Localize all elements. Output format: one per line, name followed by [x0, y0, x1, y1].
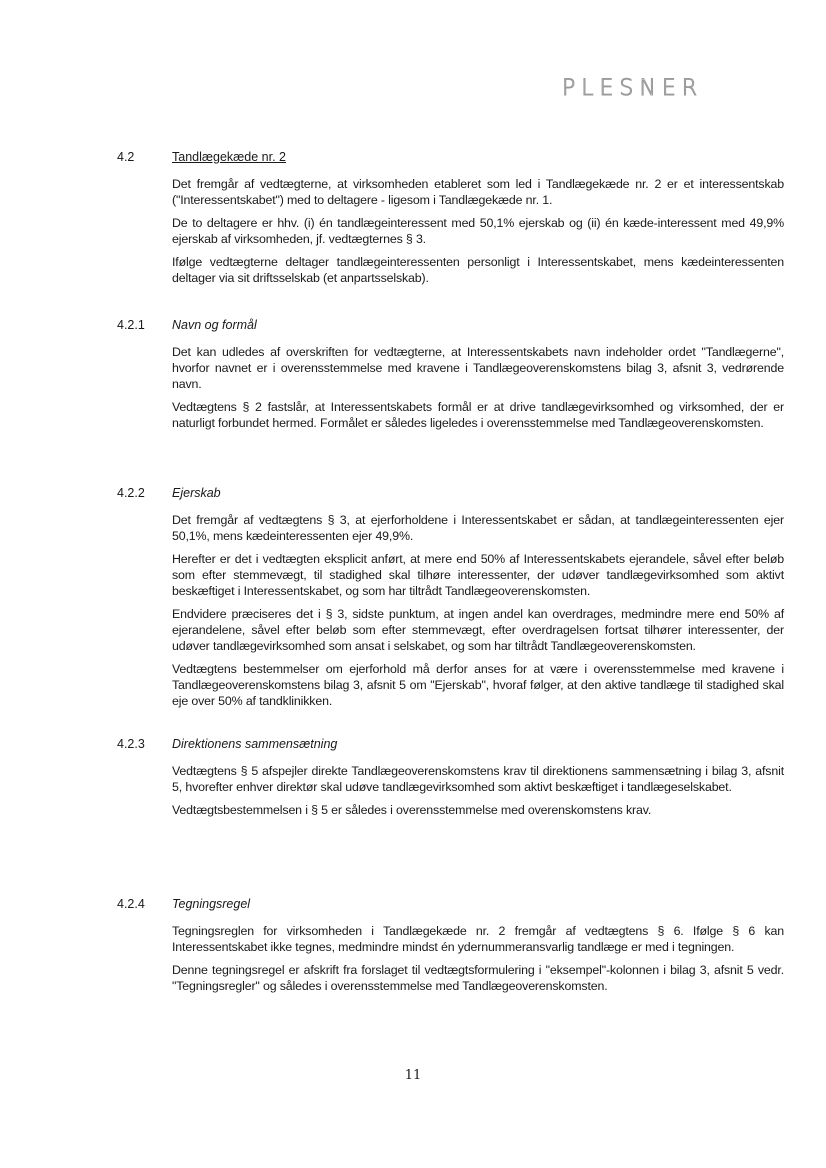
paragraph: Vedtægtsbestemmelsen i § 5 er således i overensstemmelse med overenskomstens krav.: [172, 803, 652, 817]
paragraph: Denne tegningsregel er afskrift fra forslaget til vedtægtsformulering i "eksempel"-kolonnen i bilag 3, afsnit 5 vedr. "Tegningsregler" og således i overensstemmelse med Tandlægeoverenskomsten.: [172, 963, 784, 993]
paragraph: Tegningsreglen for virksomheden i Tandlægekæde nr. 2 fremgår af vedtægtens § 6. Ifølge § 6 kan Interessentskabet ikke tegnes, medmindre mindst én ydernummeransvarlig tandlæge er med i tegningen.: [172, 924, 784, 954]
paragraph: Det kan udledes af overskriften for vedtægterne, at Interessentskabets navn indeholder ordet "Tandlægerne", hvorfor navnet er i overensstemmelse med kravene i Tandlægeoverenskomstens bilag 3, afsnit 3, vedrørende navn.: [172, 345, 784, 391]
section-number: 4.2.4: [117, 897, 145, 911]
paragraph: Vedtægtens § 2 fastslår, at Interessentskabets formål er at drive tandlægevirksomhed og virksomhed, der er naturligt forbundet hermed. Formålet er således ligeledes i overensstemmelse med Tandlægeoverenskomsten.: [172, 400, 784, 430]
paragraph: De to deltagere er hhv. (i) én tandlægeinteressent med 50,1% ejerskab og (ii) én kæde-interessent med 49,9% ejerskab af virksomheden, jf. vedtægternes § 3.: [172, 216, 784, 246]
section-number: 4.2.2: [117, 486, 145, 500]
section-heading: Tegningsregel: [172, 897, 251, 911]
section-number: 4.2: [117, 150, 135, 164]
paragraph: Vedtægtens § 5 afspejler direkte Tandlægeoverenskomstens krav til direktionens sammensætning i bilag 3, afsnit 5, hvorefter enhver direktør skal udøve tandlægevirksomhed som aktivt beskæftiget i tandlægeselskabet.: [172, 764, 784, 794]
paragraph: Det fremgår af vedtægterne, at virksomheden etableret som led i Tandlægekæde nr. 2 er et interessentskab ("Interessentskabet") med to deltagere - ligesom i Tandlægekæde nr. 1.: [172, 177, 784, 207]
paragraph: Endvidere præciseres det i § 3, sidste punktum, at ingen andel kan overdrages, medmindre mere end 50% af ejerandelene, såvel efter beløb som efter stemmevægt, efter overdragelsen fortsat tilhører interessenter, der udøver tandlægevirksomhed som ansat i selskabet, og som har tiltrådt Tandlægeoverenskomsten.: [172, 607, 784, 653]
paragraph: Herefter er det i vedtægten eksplicit anført, at mere end 50% af Interessentskabets ejerandele, såvel efter beløb som efter stemmevægt, til stadighed skal tilhøre interessenter, der udøver tandlægevirksomhed som aktivt beskæftiget i Interessentskabet, og som har tiltrådt Tandlægeoverenskomsten.: [172, 552, 784, 598]
paragraph: Det fremgår af vedtægtens § 3, at ejerforholdene i Interessentskabet er sådan, at tandlægeinteressenten ejer 50,1%, mens kædeinteressenten ejer 49,9%.: [172, 513, 784, 543]
paragraph: Ifølge vedtægterne deltager tandlægeinteressenten personligt i Interessentskabet, mens kædeinteressenten deltager via sit driftsselskab (et anpartsselskab).: [172, 255, 784, 285]
page-number: 11: [404, 1068, 422, 1083]
section-heading: Navn og formål: [172, 318, 257, 332]
section-heading: Ejerskab: [172, 486, 221, 500]
section-heading: Direktionens sammensætning: [172, 737, 338, 751]
section-heading: Tandlægekæde nr. 2: [172, 150, 286, 164]
section-number: 4.2.1: [117, 318, 145, 332]
section-number: 4.2.3: [117, 737, 145, 751]
paragraph: Vedtægtens bestemmelser om ejerforhold må derfor anses for at være i overensstemmelse med kravene i Tandlægeoverenskomstens bilag 3, afsnit 5 om "Ejerskab", hvoraf følger, at den aktive tandlæge til stadighed skal eje over 50% af tandklinikken.: [172, 662, 784, 708]
plesner-logo: PLESNER: [562, 76, 704, 101]
